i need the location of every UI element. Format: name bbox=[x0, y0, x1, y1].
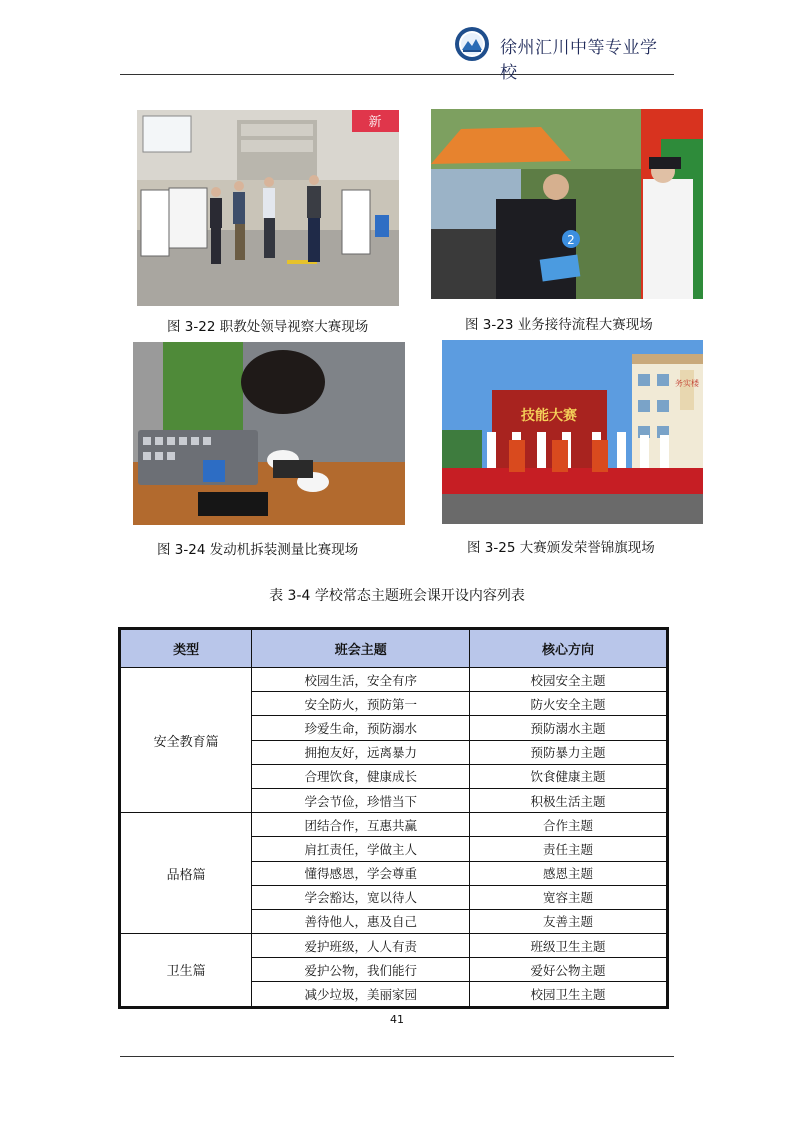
direction-cell: 积极生活主题 bbox=[470, 788, 668, 812]
theme-cell: 校园生活，安全有序 bbox=[252, 668, 470, 692]
photo4-building-sign: 务实楼 bbox=[675, 379, 699, 388]
direction-cell: 爱好公物主题 bbox=[470, 958, 668, 982]
header-theme: 班会主题 bbox=[252, 629, 470, 668]
school-name: 徐州汇川中等专业学校 bbox=[500, 38, 658, 83]
table-title: 表 3-4 学校常态主题班会课开设内容列表 bbox=[269, 588, 525, 604]
school-emblem-icon bbox=[454, 26, 490, 62]
theme-cell: 学会节俭，珍惜当下 bbox=[252, 788, 470, 812]
theme-class-table bbox=[118, 627, 669, 1009]
photo-caption: 图 3-25 大赛颁发荣誉锦旗现场 bbox=[467, 540, 655, 556]
table-header-row bbox=[120, 629, 668, 668]
table-row bbox=[120, 934, 668, 958]
table-row bbox=[120, 668, 668, 692]
photo-caption: 图 3-24 发动机拆装测量比赛现场 bbox=[157, 542, 359, 558]
theme-cell: 懂得感恩，学会尊重 bbox=[252, 861, 470, 885]
direction-cell: 班级卫生主题 bbox=[470, 934, 668, 958]
page-number: 41 bbox=[390, 1013, 404, 1026]
theme-cell: 减少垃圾，美丽家园 bbox=[252, 982, 470, 1007]
photo-caption: 图 3-22 职教处领导视察大赛现场 bbox=[167, 319, 369, 335]
header-direction: 核心方向 bbox=[470, 629, 668, 668]
photo1-banner-text: 新 bbox=[368, 115, 382, 130]
theme-cell: 团结合作，互惠共赢 bbox=[252, 813, 470, 837]
photo2-number-badge: 2 bbox=[567, 233, 575, 247]
page-header bbox=[120, 20, 674, 83]
direction-cell: 合作主题 bbox=[470, 813, 668, 837]
footer-divider bbox=[120, 1056, 674, 1057]
photo-reception bbox=[431, 109, 703, 299]
theme-cell: 安全防火，预防第一 bbox=[252, 692, 470, 716]
theme-cell: 拥抱友好，远离暴力 bbox=[252, 740, 470, 764]
photo4-banner-text: 技能大赛 bbox=[521, 408, 577, 424]
direction-cell: 宽容主题 bbox=[470, 885, 668, 909]
theme-cell: 肩扛责任，学做主人 bbox=[252, 837, 470, 861]
direction-cell: 责任主题 bbox=[470, 837, 668, 861]
photo-award bbox=[442, 340, 703, 524]
category-cell: 卫生篇 bbox=[120, 934, 252, 1008]
header-type: 类型 bbox=[120, 629, 252, 668]
direction-cell: 校园安全主题 bbox=[470, 668, 668, 692]
direction-cell: 防火安全主题 bbox=[470, 692, 668, 716]
direction-cell: 校园卫生主题 bbox=[470, 982, 668, 1007]
table-row bbox=[120, 813, 668, 837]
category-cell: 安全教育篇 bbox=[120, 668, 252, 813]
theme-cell: 爱护公物，我们能行 bbox=[252, 958, 470, 982]
direction-cell: 饮食健康主题 bbox=[470, 764, 668, 788]
photo-inspection bbox=[137, 110, 399, 306]
photo-engine bbox=[133, 342, 405, 525]
category-cell: 品格篇 bbox=[120, 813, 252, 934]
theme-cell: 合理饮食，健康成长 bbox=[252, 764, 470, 788]
direction-cell: 友善主题 bbox=[470, 909, 668, 933]
theme-cell: 珍爱生命，预防溺水 bbox=[252, 716, 470, 740]
direction-cell: 感恩主题 bbox=[470, 861, 668, 885]
direction-cell: 预防暴力主题 bbox=[470, 740, 668, 764]
photo-caption: 图 3-23 业务接待流程大赛现场 bbox=[465, 317, 653, 333]
theme-cell: 爱护班级，人人有责 bbox=[252, 934, 470, 958]
theme-cell: 学会豁达，宽以待人 bbox=[252, 885, 470, 909]
direction-cell: 预防溺水主题 bbox=[470, 716, 668, 740]
theme-cell: 善待他人，惠及自己 bbox=[252, 909, 470, 933]
